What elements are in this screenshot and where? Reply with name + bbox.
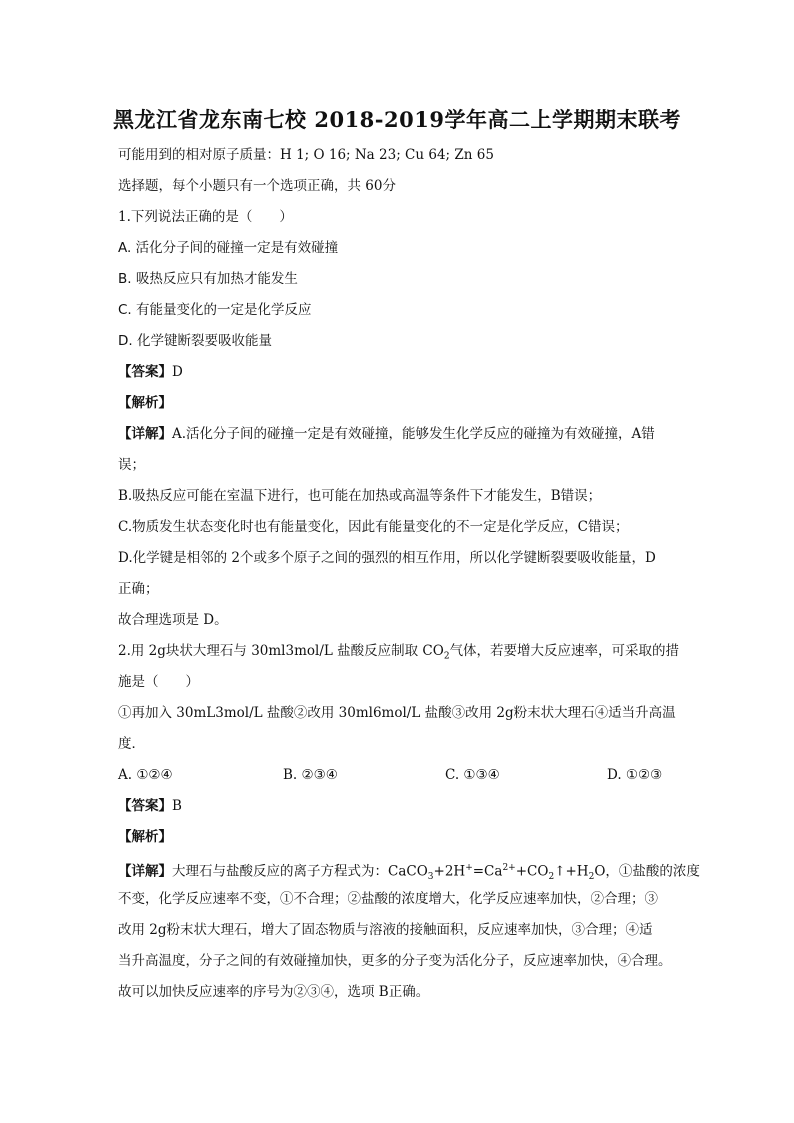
question-2-detail-line-1: [118, 859, 700, 886]
question-2-analysis-tag: [118, 828, 172, 846]
question-1-option-d: D. 化学键断裂要吸收能量: [118, 333, 272, 349]
answer-value: B: [172, 798, 182, 814]
question-1-detail-line-2: 误；: [118, 457, 145, 473]
eq-b: +2H: [433, 863, 466, 880]
eq-f: O，①盐酸的浓度: [594, 863, 700, 880]
question-2-stem-line-2: 施是（ ）: [118, 674, 199, 690]
section-instruction: 选择题，每个小题只有一个选项正确，共 60分: [118, 178, 396, 194]
question-1-analysis-tag: [118, 394, 172, 412]
question-2-answer: [118, 797, 182, 815]
question-2-detail-line-4: 当升高温度，分子之间的有效碰撞加快，更多的分子变为活化分子，反应速率加快，④合理。: [118, 953, 672, 969]
eq-sub-1: 3: [427, 872, 434, 883]
eq-d: +CO: [515, 863, 549, 880]
detail-text: A.活化分子间的碰撞一定是有效碰撞，能够发生化学反应的碰撞为有效碰撞，A错: [172, 426, 655, 442]
question-1-detail-line-5: D.化学键是相邻的 2个或多个原子之间的强烈的相互作用，所以化学键断裂要吸收能量，D: [118, 550, 656, 566]
question-2-option-d: D. ①②③: [607, 767, 663, 783]
eq-sup-1: +: [465, 863, 473, 873]
question-1-detail-line-6: 正确；: [118, 581, 159, 597]
q2-subscript: 2: [443, 651, 450, 662]
analysis-tag: 【解析】: [118, 829, 172, 845]
question-1-option-c: C. 有能量变化的一定是化学反应: [118, 302, 312, 318]
answer-value: D: [172, 364, 183, 380]
q2-text-a: 2.用 2g块状大理石与 30ml3mol/L 盐酸反应制取 CO: [118, 643, 444, 659]
question-1-detail-line-1: [118, 425, 655, 443]
question-1-stem: 1.下列说法正确的是（ ）: [118, 209, 293, 225]
question-2-option-b: B. ②③④: [283, 767, 338, 783]
question-2-option-a: A. ①②④: [118, 767, 173, 783]
question-1-detail-line-4: C.物质发生状态变化时也有能量变化，因此有能量变化的不一定是化学反应，C错误；: [118, 519, 629, 535]
question-1-conclusion: 故合理选项是 D。: [118, 612, 228, 628]
detail-tag: 【详解】: [118, 426, 172, 442]
question-2-conditions-line-2: 度．: [118, 736, 145, 752]
document-title: 黑龙江省龙东南七校 2018-2019学年高二上学期期末联考: [113, 107, 681, 132]
eq-sub-3: 2: [588, 872, 595, 883]
question-1-answer: [118, 363, 183, 381]
eq-sup-2: 2+: [502, 863, 516, 873]
atomic-mass-line: 可能用到的相对原子质量：H 1; O 16; Na 23; Cu 64; Zn 65: [118, 147, 494, 163]
eq-sub-2: 2: [548, 872, 555, 883]
eq-a: 大理石与盐酸反应的离子方程式为：CaCO: [172, 863, 428, 880]
question-2-detail-line-2: 不变，化学反应速率不变，①不合理；②盐酸的浓度增大，化学反应速率加快，②合理；③: [118, 891, 658, 907]
question-2-conclusion: 故可以加快反应速率的序号为②③④，选项 B正确。: [118, 984, 430, 1000]
q2-text-b: 气体，若要增大反应速率，可采取的措: [449, 643, 680, 659]
question-2-detail-line-3: 改用 2g粉末状大理石，增大了固态物质与溶液的接触面积，反应速率加快，③合理；④适: [118, 922, 653, 938]
question-2-stem-line-1: [118, 642, 679, 666]
answer-tag: 【答案】: [118, 364, 172, 380]
eq-e: ↑+H: [554, 863, 589, 880]
question-1-detail-line-3: B.吸热反应可能在室温下进行，也可能在加热或高温等条件下才能发生，B错误；: [118, 488, 602, 504]
answer-tag: 【答案】: [118, 798, 172, 814]
question-2-conditions-line-1: ①再加入 30mL3mol/L 盐酸②改用 30ml6mol/L 盐酸③改用 2g粉末状大理石④适当升高温: [118, 705, 676, 721]
question-1-option-a: A. 活化分子间的碰撞一定是有效碰撞: [118, 240, 339, 256]
question-2-option-c: C. ①③④: [445, 767, 500, 783]
question-1-option-b: B. 吸热反应只有加热才能发生: [118, 271, 298, 287]
analysis-tag: 【解析】: [118, 395, 172, 411]
eq-c: =Ca: [472, 863, 503, 880]
detail-tag: 【详解】: [118, 863, 172, 880]
